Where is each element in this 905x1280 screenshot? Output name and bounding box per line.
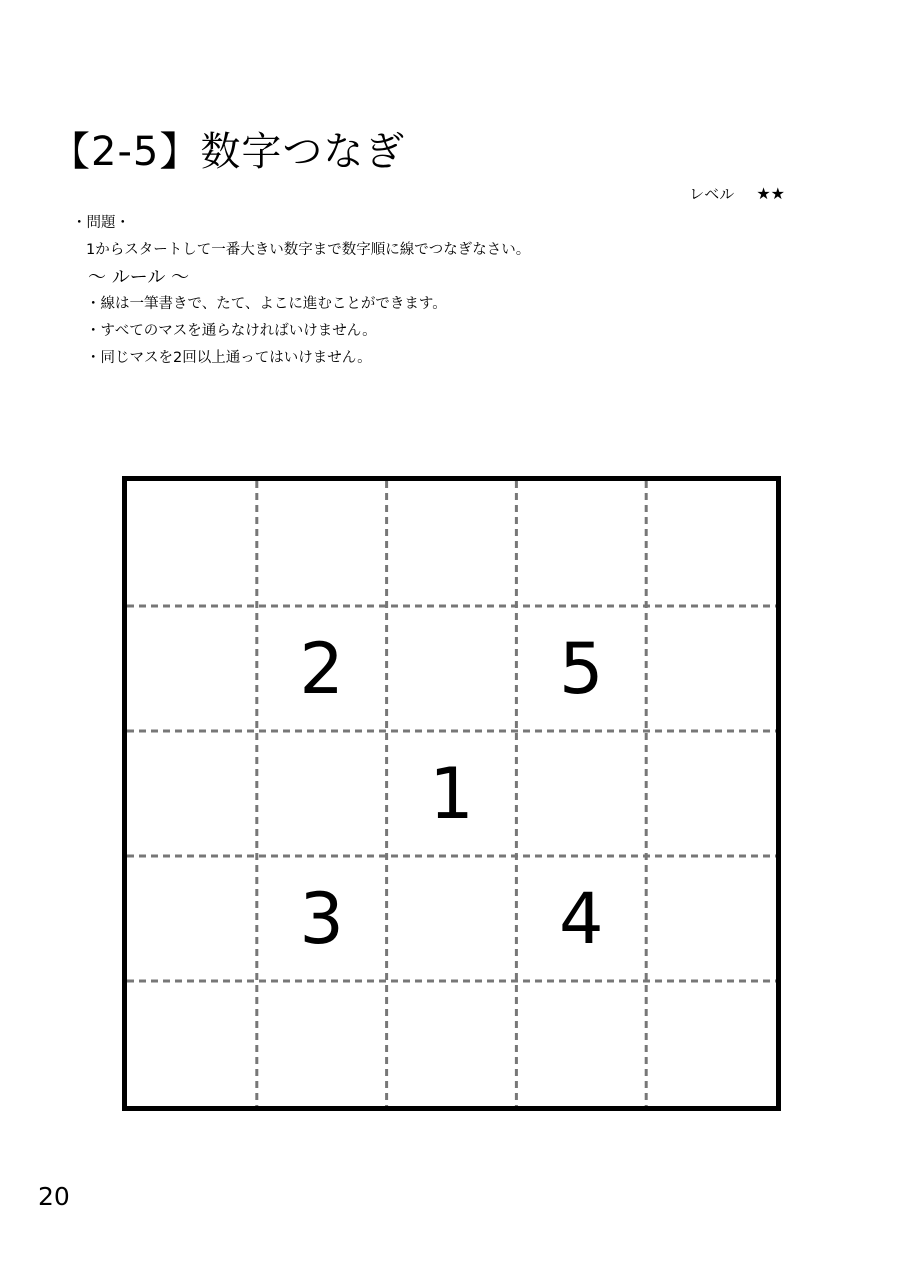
clue-number: 2 [299,627,344,710]
puzzle-grid [122,476,781,1111]
page-number: 20 [38,1182,70,1211]
clue-number: 5 [559,627,604,710]
rules-heading: 〜 ルール 〜 [88,267,190,288]
rule-item: ・同じマスを2回以上通ってはいけません。 [86,350,372,366]
level-label: レベル [689,185,735,203]
problem-heading: ・問題・ [72,215,130,231]
page-title: 【2-5】数字つなぎ [50,129,406,175]
difficulty-level [689,183,785,204]
clue-number: 4 [559,877,604,960]
problem-question: 1からスタートして一番大きい数字まで数字順に線でつなぎなさい。 [86,242,531,258]
clue-number: 3 [299,877,344,960]
clue-number: 1 [429,752,474,835]
rule-item: ・すべてのマスを通らなければいけません。 [86,323,377,339]
rule-item: ・線は一筆書きで、たて、よこに進むことができます。 [86,296,447,312]
problem-section [72,210,530,372]
level-stars: ★★ [756,184,785,203]
